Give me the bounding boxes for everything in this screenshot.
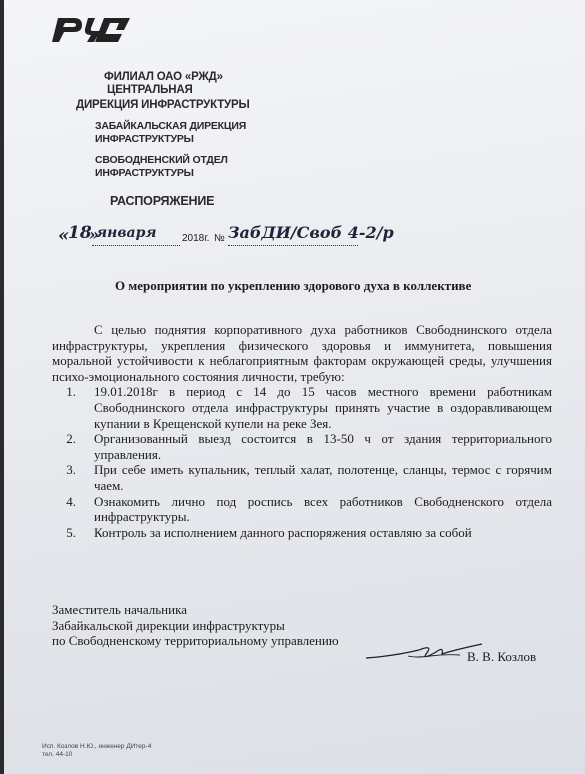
footer-executor: Исп. Козлов Н.Ю., инженер ДИтер-4 xyxy=(42,743,152,750)
department-line2: ИНФРАСТРУКТУРЫ xyxy=(95,167,194,179)
sub-org-line2: ИНФРАСТРУКТУРЫ xyxy=(95,133,194,145)
rzd-logo xyxy=(44,10,136,50)
department-line1: СВОБОДНЕНСКИЙ ОТДЕЛ xyxy=(95,154,228,166)
document-type: РАСПОРЯЖЕНИЕ xyxy=(110,194,215,208)
item-number: 3. xyxy=(66,462,76,478)
handwritten-day: 18 xyxy=(68,223,92,243)
item-text: 19.01.2018г в период с 14 до 15 часов местного времени работникам Свободнинского отдела инфраструктуры принять участие в оздоравливающем купании в Крещенской купели на реке Зея. xyxy=(94,384,552,431)
signer-name: В. В. Козлов xyxy=(467,649,537,664)
item-text: Организованный выезд состоится в 13-50 ч от здания территориального управления. xyxy=(94,431,552,462)
handwritten-month: января xyxy=(96,225,157,241)
org-name-line1: ФИЛИАЛ ОАО «РЖД» xyxy=(104,71,223,83)
org-name-line3: ДИРЕКЦИЯ ИНФРАСТРУКТУРЫ xyxy=(76,99,250,111)
sub-org-line1: ЗАБАЙКАЛЬСКАЯ ДИРЕКЦИЯ xyxy=(95,120,247,132)
item-number: 2. xyxy=(66,431,76,447)
executor-footer xyxy=(42,743,151,759)
document-body xyxy=(52,322,552,540)
list-item xyxy=(52,525,552,541)
signer-position-line1: Заместитель начальника xyxy=(52,602,187,617)
item-number: 5. xyxy=(66,524,76,540)
item-number: 1. xyxy=(66,384,76,400)
handwritten-doc-number: ЗабДИ/Своб 4-2/р xyxy=(228,223,394,242)
signer-position-line2: Забайкальской дирекции инфраструктуры xyxy=(52,617,285,633)
list-item xyxy=(52,494,552,525)
item-number: 4. xyxy=(66,493,76,509)
item-text: Контроль за исполнением данного распоряжения оставляю за собой xyxy=(94,524,472,540)
list-item xyxy=(52,384,552,431)
footer-phone: тел. 44-10 xyxy=(42,751,73,758)
list-item xyxy=(52,431,552,462)
handwritten-signature xyxy=(364,636,484,666)
date-number-line xyxy=(52,223,532,253)
signature-block xyxy=(52,602,339,649)
item-text: Ознакомить лично под роспись всех работников Свободненского отдела инфраструктуры. xyxy=(94,493,552,525)
date-year: 2018г. xyxy=(182,233,210,244)
date-open-quote: « xyxy=(58,225,70,246)
list-item xyxy=(52,462,552,493)
item-text: При себе иметь купальник, теплый халат, полотенце, сланцы, термос с горячим чаем. xyxy=(94,462,552,493)
intro-paragraph: С целью поднятия корпоративного духа работников Свободнинского отдела инфраструктуры, укрепления физического здоровья и иммунитета, повышения моральной устойчивости к неблагоприятным факторам окружающей среды, улучшения психо-эмоционального состояния личности, требую: xyxy=(52,322,552,384)
signer-position-line3: по Свободненскому территориальному управлению xyxy=(52,633,339,649)
month-underline xyxy=(92,245,180,246)
number-underline xyxy=(228,245,358,246)
number-sign: № xyxy=(214,233,225,244)
org-name-line2: ЦЕНТРАЛЬНАЯ xyxy=(107,84,193,96)
date-close-quote: » xyxy=(89,225,99,244)
document-title: О мероприятии по укреплению здорового духа в коллективе xyxy=(115,278,472,293)
document-page xyxy=(4,0,585,774)
